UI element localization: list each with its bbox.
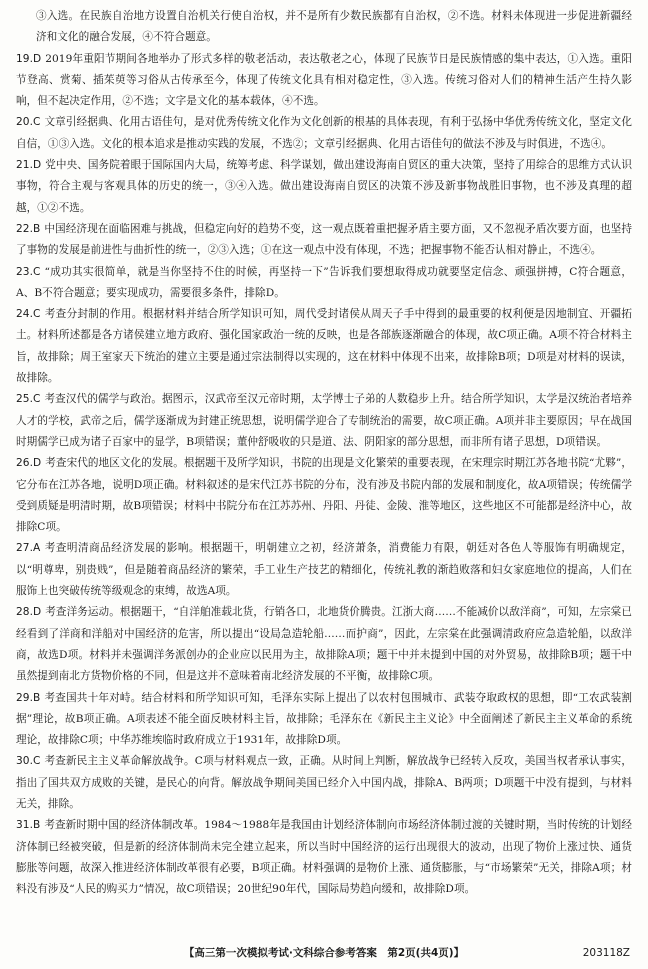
question-number: 28. bbox=[16, 606, 33, 619]
explanation-text: 考查洋务运动。根据题干，“自洋舶准载北货，行销各口，北地货价腾贵。江浙大商……不能减价以敌洋商”，可知，左宗棠已经看到了洋商和洋船对中国经济的危害，所以提出“设局急造轮船……而护商”，因此，左宗棠在此强调清政府应急造轮船，以敌洋商，故选D项。材料并未强调洋务派创办的企业应以民用为主，故排除A项；题干中并未提到中国的对外贸易，故排除B项；题干中虽然提到南北方货物价格的不同，但是这并不意味着南北经济发展的不平衡，故排除C项。 bbox=[16, 606, 632, 683]
explanation-text: 考查新时期中国的经济体制改革。1984～1988年是我国由计划经济体制向市场经济体制过渡的关键时期，当时传统的计划经济体制已经被突破，但是新的经济体制尚未完全建立起来，所以当时中国经济的运行出现很大的波动，出现了物价上涨过快、通货膨胀等问题，故深入推进经济体制改革很有必要，B项正确。材料强调的是物价上涨、通货膨胀，与“市场繁荣”无关，排除A项；材料没有涉及“人民的购买力”情况，故C项错误；20世纪90年代，国际局势趋向缓和，故排除D项。 bbox=[16, 819, 632, 896]
explanation-text: “成功其实很简单，就是当你坚持不住的时候，再坚持一下”告诉我们要想取得成功就要坚定信念、顽强拼搏，C符合题意，A、B不符合题意；要实现成功，需要很多条件，排除D。 bbox=[16, 265, 632, 299]
answer-item bbox=[16, 49, 632, 113]
answer-letter: B bbox=[33, 819, 41, 832]
answer-item bbox=[16, 304, 632, 389]
explanation-text: 考查分封制的作用。根据材料并结合所学知识可知，周代受封诸侯从周天子手中得到的最重要的权利便是因地制宜、开疆拓土。材料所述都是各方诸侯建立地方政府、强化国家政治一统的反映，也是各部族逐渐融合的体现，故C项正确。A项不符合材料主旨，故排除；周王室家天下统治的建立主要是通过宗法制得以实现的，这在材料中体现不出来，故排除B项；D项是对材料的误读，故排除。 bbox=[16, 308, 632, 385]
explanation-text: 考查宋代的地区文化的发展。根据题干及所学知识，书院的出现是文化繁荣的重要表现，在宋理宗时期江苏各地书院“尤夥”，它分布在江苏各地，说明D项正确。材料叙述的是宋代江苏书院的分布，没有涉及书院内部的发展和制度化，故A项错误；传统儒学受到质疑是明清时期，故B项错误；材料中书院分布在江苏苏州、丹阳、丹徒、金陵、淮等地区，这些地区不可能都是经济中心，故排除C项。 bbox=[16, 457, 632, 534]
answer-item bbox=[16, 112, 632, 155]
answer-content bbox=[16, 6, 632, 900]
question-number: 25. bbox=[16, 393, 33, 406]
answer-letter: C bbox=[33, 265, 41, 278]
answer-item bbox=[16, 538, 632, 602]
question-number: 27. bbox=[16, 542, 33, 555]
answer-item bbox=[16, 688, 632, 752]
answer-item bbox=[16, 389, 632, 453]
question-number: 24. bbox=[16, 308, 33, 321]
question-number: 20. bbox=[16, 116, 33, 129]
footer-code: 203118Z bbox=[582, 947, 630, 959]
page-footer bbox=[0, 944, 648, 962]
answer-letter: B bbox=[33, 691, 41, 704]
answer-letter: C bbox=[33, 393, 41, 406]
question-number: 29. bbox=[16, 691, 33, 704]
explanation-text: 考查汉代的儒学与政治。据图示，汉武帝至汉元帝时期，太学博士子弟的人数稳步上升。结合所学知识，太学是汉统治者培养人才的学校，武帝之后，儒学逐渐成为封建正统思想，说明儒学迎合了专制统治的需要，故C项正确。A项并非主要原因；早在战国时期儒学已成为诸子百家中的显学，B项错误；董仲舒吸收的只是道、法、阴阳家的部分思想，而非所有诸子思想，D项错误。 bbox=[16, 393, 632, 448]
question-number: 22. bbox=[16, 222, 33, 235]
answer-letter: A bbox=[33, 542, 41, 555]
question-number: 26. bbox=[16, 457, 33, 470]
answer-item bbox=[16, 155, 632, 219]
answer-item bbox=[16, 815, 632, 900]
answer-item bbox=[16, 751, 632, 815]
explanation-text: 2019年重阳节期间各地举办了形式多样的敬老活动，表达敬老之心，体现了民族节日是民族情感的集中表达，①入选。重阳节登高、赏菊、插茱萸等习俗从古传承至今，体现了传统文化具有相对稳定性，③入选。传统习俗对人们的精神生活产生持久影响，但不起决定作用，②不选；文字是文化的基本载体，④不选。 bbox=[16, 52, 632, 108]
explanation-text: 党中央、国务院着眼于国际国内大局，统筹考虑、科学谋划，做出建设海南自贸区的重大决策，坚持了用综合的思维方式认识事物，符合主观与客观具体的历史的统一，③④入选。做出建设海南自贸区的决策不涉及新事物战胜旧事物，也不涉及真理的超越，①②不选。 bbox=[16, 159, 632, 214]
question-number: 30. bbox=[16, 755, 33, 768]
answer-item bbox=[16, 262, 632, 305]
answer-letter: D bbox=[33, 606, 42, 619]
answer-list bbox=[16, 49, 632, 901]
answer-item bbox=[16, 219, 632, 262]
question-number: 21. bbox=[16, 159, 33, 172]
explanation-text: 考查新民主主义革命解放战争。C项与材料观点一致，正确。从时间上判断，解放战争已经转入反攻，美国当权者承认事实，指出了国共双方成败的关键，是民心的向背。解放战争期间美国已经介入中国内战，排除A、B两项；D项题干中没有提到，与材料无关，排除。 bbox=[16, 755, 632, 810]
question-number: 31. bbox=[16, 819, 33, 832]
explanation-text: 考查国共十年对峙。结合材料和所学知识可知，毛泽东实际上提出了以农村包围城市、武装夺取政权的思想，即“工农武装割据”理论，故B项正确。A项表述不能全面反映材料主旨，故排除；毛泽东在《新民主主义论》中全面阐述了新民主主义革命的系统理论，故排除C项；中华苏维埃临时政府成立于1931年，故排除D项。 bbox=[16, 691, 632, 747]
answer-letter: D bbox=[33, 457, 42, 470]
answer-letter: B bbox=[33, 222, 41, 235]
answer-letter: C bbox=[33, 755, 41, 768]
answer-item bbox=[16, 602, 632, 687]
answer-letter: D bbox=[33, 52, 42, 65]
explanation-text: 文章引经据典、化用古语佳句，是对优秀传统文化作为文化创新的根基的具体表现，有利于弘扬中华优秀传统文化，坚定文化自信，①③入选。文化的根本追求是推动实践的发展，不选②；文章引经据典、化用古语佳句的做法不涉及与时俱进，不选④。 bbox=[16, 116, 632, 150]
footer-title: 【高三第一次模拟考试·文科综合参考答案 第2页(共4页)】 bbox=[183, 947, 465, 959]
question-number: 19. bbox=[16, 52, 33, 65]
explanation-text: 中国经济现在面临困难与挑战，但稳定向好的趋势不变，这一观点既着重把握矛盾主要方面，又不忽视矛盾次要方面，也坚持了事物的发展是前进性与曲折性的统一，②③入选；①在这一观点中没有体现，不选；把握事物不能否认相对静止，不选④。 bbox=[16, 222, 632, 257]
question-number: 23. bbox=[16, 265, 33, 278]
lead-paragraph: ③入选。在民族自治地方设置自治机关行使自治权，并不是所有少数民族都有自治权，②不选。材料未体现进一步促进新疆经济和文化的融合发展，④不符合题意。 bbox=[36, 10, 632, 44]
answer-letter: D bbox=[33, 159, 42, 172]
explanation-text: 考查明清商品经济发展的影响。根据题干，明朝建立之初，经济萧条，消费能力有限，朝廷对各色人等服饰有明确规定，以“明尊卑，别贵贱”，但是随着商品经济的繁荣，手工业生产技艺的精细化，传统礼教的渐趋败落和妇女家庭地位的提高，人们在服饰上也突破传统等级观念的束缚，故选A项。 bbox=[16, 542, 632, 598]
answer-letter: C bbox=[33, 116, 41, 129]
answer-item bbox=[16, 453, 632, 538]
answer-letter: C bbox=[33, 308, 41, 321]
